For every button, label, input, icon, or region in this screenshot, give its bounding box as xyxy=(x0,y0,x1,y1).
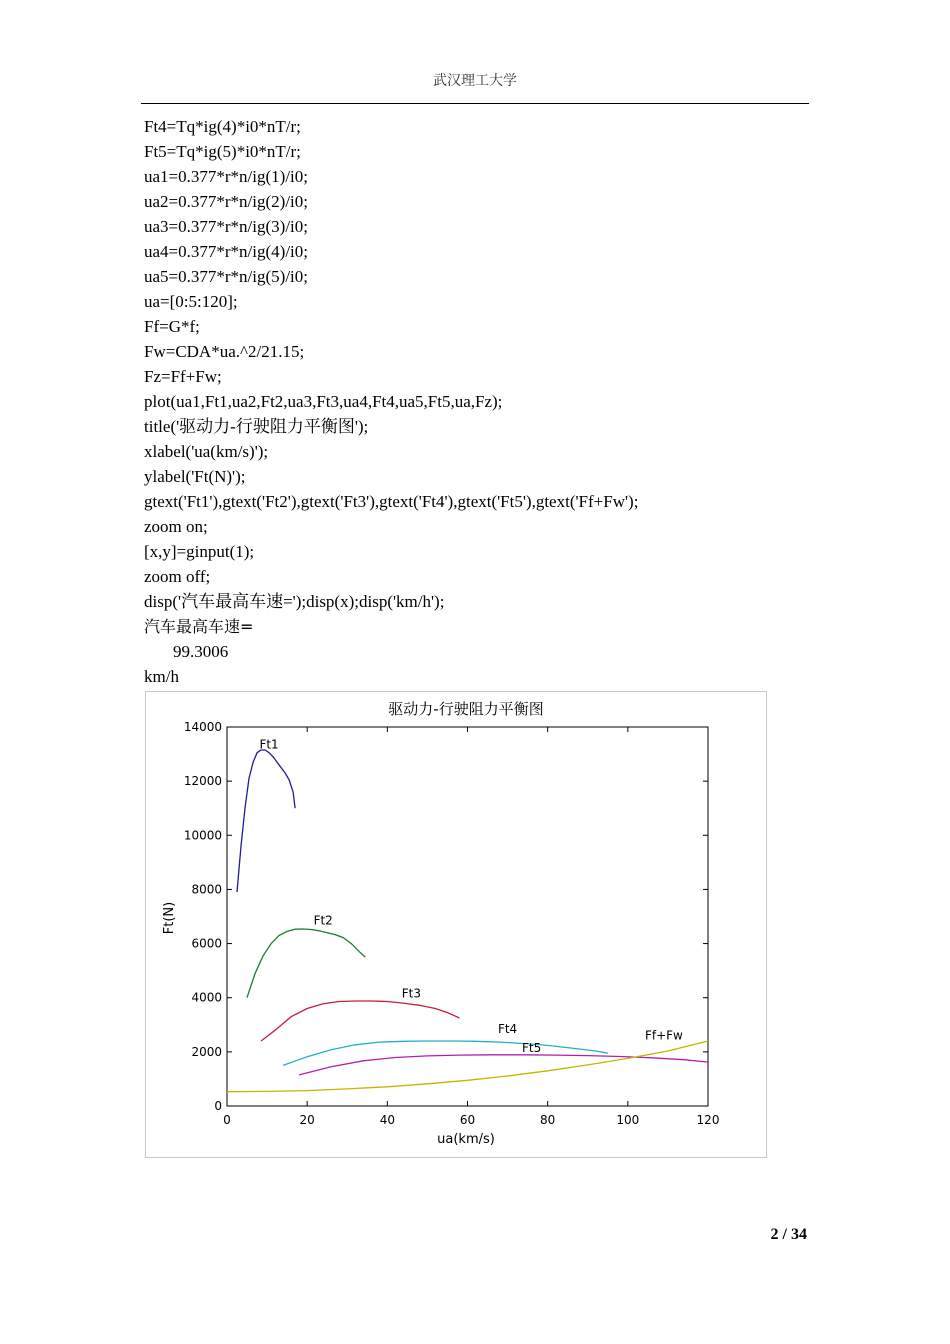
series-label: Ft4 xyxy=(497,1021,518,1036)
series-labels xyxy=(259,738,683,1055)
chart-title: 驱动力-行驶阻力平衡图 xyxy=(388,700,544,718)
code-line: ua4=0.377*r*n/ig(4)/i0; xyxy=(144,242,308,261)
code-line: Ff=G*f; xyxy=(144,317,200,336)
x-tick-label: 80 xyxy=(540,1113,556,1127)
series-line-ft5 xyxy=(299,1055,708,1075)
axis-ticks xyxy=(184,720,720,1127)
code-line: ua2=0.377*r*n/ig(2)/i0; xyxy=(144,192,308,211)
y-tick-label: 6000 xyxy=(191,936,222,951)
x-tick-label: 60 xyxy=(459,1113,476,1127)
plot-area xyxy=(227,727,708,1106)
y-tick-label: 12000 xyxy=(183,774,222,789)
code-line: ua3=0.377*r*n/ig(3)/i0; xyxy=(144,217,308,236)
output-label: 汽车最高车速= xyxy=(144,617,254,636)
y-axis-label: Ft(N) xyxy=(162,901,177,935)
y-tick-label: 10000 xyxy=(183,828,222,843)
series-line-ft2 xyxy=(247,929,365,998)
code-line: ylabel('Ft(N)'); xyxy=(144,467,246,486)
series-line-ft4 xyxy=(283,1041,608,1065)
code-line: plot(ua1,Ft1,ua2,Ft2,ua3,Ft3,ua4,Ft4,ua5,Ft5,ua,Fz); xyxy=(144,392,503,411)
code-line: ua5=0.377*r*n/ig(5)/i0; xyxy=(144,267,308,286)
code-line: gtext('Ft1'),gtext('Ft2'),gtext('Ft3'),gtext('Ft4'),gtext('Ft5'),gtext('Ff+Fw'); xyxy=(144,492,639,511)
code-listing xyxy=(144,114,824,689)
code-line: Fz=Ff+Fw; xyxy=(144,367,222,386)
figure-frame xyxy=(145,691,767,1158)
page-header: 武汉理工大学 xyxy=(433,73,517,89)
series-label: Ft2 xyxy=(313,913,333,928)
code-line: Fw=CDA*ua.^2/21.15; xyxy=(144,342,305,361)
y-tick-label: 4000 xyxy=(191,990,222,1005)
code-line: zoom off; xyxy=(144,567,211,586)
header-rule xyxy=(141,103,809,104)
series-line-ff-fw xyxy=(227,1041,708,1092)
code-line: Ft4=Tq*ig(4)*i0*nT/r; xyxy=(144,117,301,136)
code-line: xlabel('ua(km/s)'); xyxy=(144,442,269,461)
series-label: Ft5 xyxy=(522,1040,542,1055)
code-line: zoom on; xyxy=(144,517,208,536)
code-line: ua=[0:5:120]; xyxy=(144,292,238,311)
x-axis-label: ua(km/s) xyxy=(437,1132,495,1147)
code-line: ua1=0.377*r*n/ig(1)/i0; xyxy=(144,167,308,186)
y-tick-label: 0 xyxy=(214,1099,222,1113)
x-tick-label: 120 xyxy=(696,1113,720,1127)
series-group xyxy=(227,750,708,1092)
output-value: 99.3006 xyxy=(173,642,229,661)
code-line: disp('汽车最高车速=');disp(x);disp('km/h'); xyxy=(144,592,445,611)
balance-chart xyxy=(146,692,766,1157)
output-unit: km/h xyxy=(144,667,179,686)
y-tick-label: 8000 xyxy=(191,882,222,897)
y-tick-label: 2000 xyxy=(191,1044,222,1059)
x-tick-label: 40 xyxy=(379,1113,395,1127)
y-tick-label: 14000 xyxy=(183,720,222,734)
series-label: Ft1 xyxy=(259,737,279,752)
code-line: [x,y]=ginput(1); xyxy=(144,542,255,561)
x-tick-label: 100 xyxy=(616,1113,640,1127)
x-tick-label: 0 xyxy=(223,1113,231,1127)
series-label: Ft3 xyxy=(401,986,422,1001)
series-line-ft1 xyxy=(237,750,295,892)
code-line: Ft5=Tq*ig(5)*i0*nT/r; xyxy=(144,142,301,161)
code-line: title('驱动力-行驶阻力平衡图'); xyxy=(144,417,369,436)
page-number: 2 / 34 xyxy=(770,1226,807,1243)
series-label: Ff+Fw xyxy=(644,1028,683,1043)
series-line-ft3 xyxy=(261,1001,459,1041)
x-tick-label: 20 xyxy=(299,1113,315,1127)
